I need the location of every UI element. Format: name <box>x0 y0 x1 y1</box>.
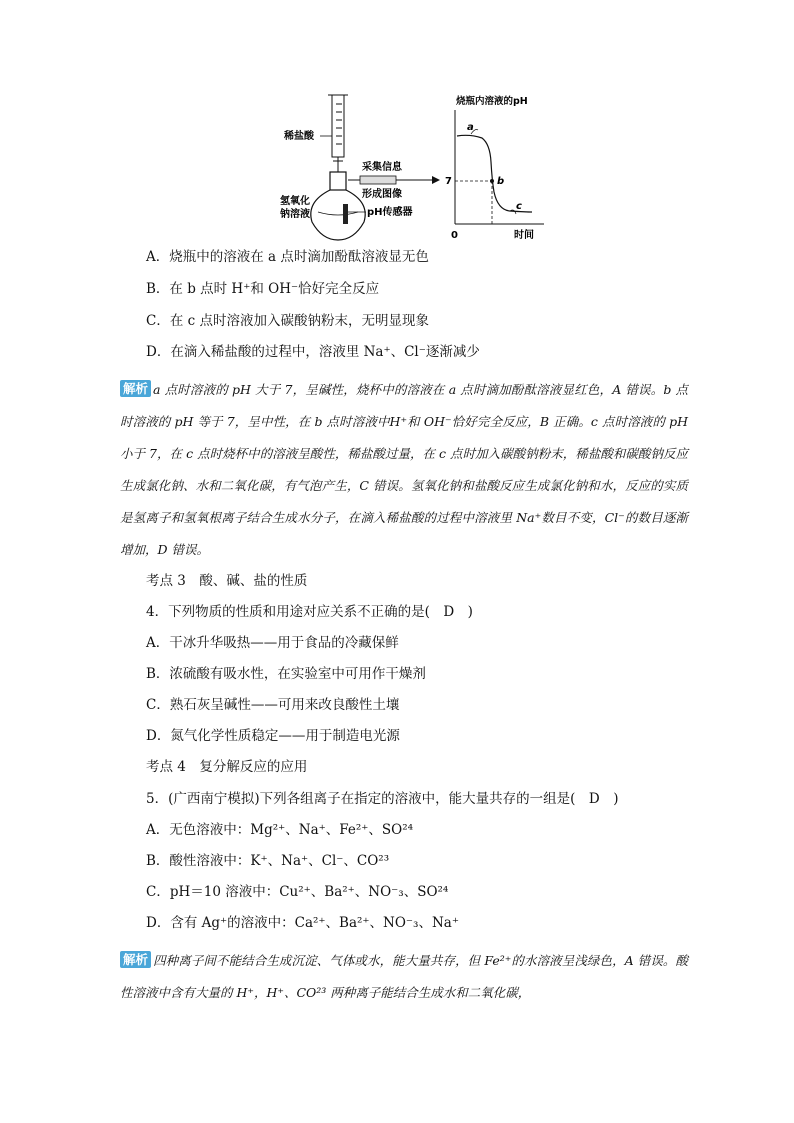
analysis-1 <box>120 374 688 566</box>
section-heading-3: 考点 3 酸、碱、盐的性质 <box>146 573 308 589</box>
flask <box>311 172 365 240</box>
point-a: a <box>467 122 474 133</box>
experiment-figure <box>270 92 560 242</box>
chart-title: 烧瓶内溶液的pH <box>456 96 528 107</box>
analysis-tag: 解析 <box>120 380 151 397</box>
q3-option-c: C．在 c 点时溶液加入碳酸钠粉末，无明显现象 <box>146 313 429 329</box>
label-sensor: pH传感器 <box>367 207 413 218</box>
label-form: 形成图像 <box>362 189 402 200</box>
q4-option-d: D．氮气化学性质稳定——用于制造电光源 <box>146 728 400 744</box>
point-b: b <box>497 176 505 187</box>
analysis-2-text: 四种离子间不能结合生成沉淀、气体或水，能大量共存，但 Fe²⁺的水溶液呈浅绿色，A 错误。酸性溶液中含有大量的 H⁺，H⁺、CO²³ 两种离子能结合生成水和二氧化碳， <box>120 953 688 1000</box>
label-naoh-2: 钠溶液 <box>280 209 310 220</box>
analysis-2 <box>120 945 688 1009</box>
q5-option-a: A．无色溶液中：Mg²⁺、Na⁺、Fe²⁺、SO²⁴ <box>146 822 414 838</box>
analysis-tag: 解析 <box>120 951 151 968</box>
chart-origin: 0 <box>451 230 458 241</box>
q3-option-b: B．在 b 点时 H⁺和 OH⁻恰好完全反应 <box>146 281 380 297</box>
label-acid: 稀盐酸 <box>284 131 314 142</box>
y-tick-7: 7 <box>445 176 452 187</box>
q4-option-c: C．熟石灰呈碱性——可用来改良酸性土壤 <box>146 697 400 713</box>
q4-option-a: A．干冰升华吸热——用于食品的冷藏保鲜 <box>146 635 399 651</box>
x-axis-label: 时间 <box>514 230 534 241</box>
q4-option-b: B．浓硫酸有吸水性，在实验室中可用作干燥剂 <box>146 666 426 682</box>
q4-stem: 4．下列物质的性质和用途对应关系不正确的是( D ) <box>146 604 473 620</box>
q3-option-d: D．在滴入稀盐酸的过程中，溶液里 Na⁺、Cl⁻逐渐减少 <box>146 344 480 360</box>
arrow-head <box>432 176 440 184</box>
label-naoh-1: 氢氧化 <box>280 196 310 207</box>
analysis-1-text: a 点时溶液的 pH 大于 7，呈碱性，烧杯中的溶液在 a 点时滴加酚酞溶液显红色，A 错误。b 点时溶液的 pH 等于 7，呈中性，在 b 点时溶液中H⁺和 OH⁻恰好完全反应，B 正确。c 点时溶液的 pH 小于 7，在 c 点时烧杯中的溶液呈酸性，稀盐酸过量，在 c 点时加入碳酸钠粉末，稀盐酸和碳酸钠反应生成氯化钠、水和二氧化碳，有气泡产生，C 错误。氢氧化钠和盐酸反应生成氯化钠和水，反应的实质是氢离子和氢氧根离子结合生成水分子，在滴入稀盐酸的过程中溶液里 Na⁺数目不变，Cl⁻的数目逐渐增加，D 错误。 <box>120 382 688 557</box>
q5-option-b: B．酸性溶液中：K⁺、Na⁺、Cl⁻、CO²³ <box>146 853 390 869</box>
q5-stem: 5．(广西南宁模拟)下列各组离子在指定的溶液中，能大量共存的一组是( D ) <box>146 791 619 807</box>
data-collector <box>360 176 396 184</box>
point-c: c <box>516 201 522 212</box>
q5-option-c: C．pH＝10 溶液中：Cu²⁺、Ba²⁺、NO⁻₃、SO²⁴ <box>146 884 449 900</box>
q3-option-a: A．烧瓶中的溶液在 a 点时滴加酚酞溶液显无色 <box>146 249 429 265</box>
q5-option-d: D．含有 Ag⁺的溶液中：Ca²⁺、Ba²⁺、NO⁻₃、Na⁺ <box>146 915 459 931</box>
sensor-probe <box>343 204 348 224</box>
label-collect: 采集信息 <box>362 162 402 173</box>
section-heading-4: 考点 4 复分解反应的应用 <box>146 759 308 775</box>
burette <box>328 95 348 172</box>
